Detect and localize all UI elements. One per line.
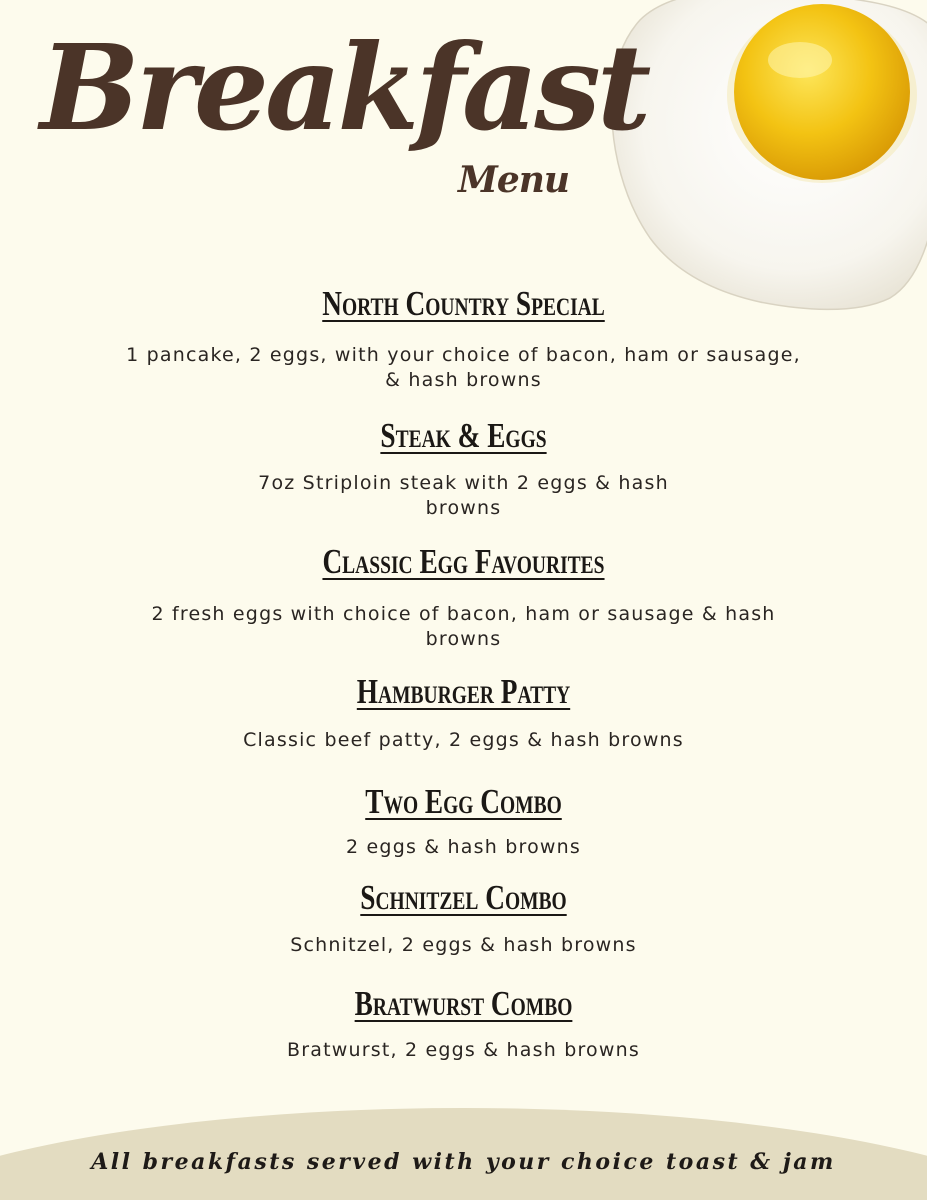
- menu-item-description: 7oz Striploin steak with 2 eggs & hash browns: [258, 472, 669, 519]
- menu-item-description: 2 fresh eggs with choice of bacon, ham or sausage & hash browns: [151, 603, 776, 650]
- menu-item-description: 1 pancake, 2 eggs, with your choice of bacon, ham or sausage, & hash browns: [126, 344, 801, 391]
- menu-item-classic-egg-favourites: [0, 542, 927, 652]
- footer-note: All breakfasts served with your choice toast & jam: [91, 1149, 836, 1175]
- menu-item-hamburger-patty: [0, 672, 927, 753]
- menu-item-name: Two Egg Combo: [365, 782, 562, 821]
- menu-title: Breakfast: [40, 18, 648, 157]
- menu-item-name: Steak & Eggs: [380, 416, 547, 455]
- menu-item-name: Schnitzel Combo: [360, 878, 567, 917]
- menu-item-description: Classic beef patty, 2 eggs & hash browns: [243, 729, 684, 751]
- menu-item-schnitzel-combo: [0, 878, 927, 958]
- menu-item-two-egg-combo: [0, 782, 927, 860]
- menu-subtitle: Menu: [458, 159, 570, 201]
- menu-item-description: Bratwurst, 2 eggs & hash browns: [287, 1039, 640, 1061]
- menu-item-description: Schnitzel, 2 eggs & hash browns: [290, 934, 637, 956]
- menu-item-description: 2 eggs & hash browns: [346, 836, 581, 858]
- menu-item-name: Classic Egg Favourites: [322, 542, 605, 581]
- menu-item-steak-and-eggs: [0, 416, 927, 521]
- fried-egg-image: [600, 0, 927, 320]
- menu-item-north-country-special: [0, 284, 927, 393]
- menu-item-name: Hamburger Patty: [356, 672, 571, 711]
- menu-item-name: Bratwurst Combo: [354, 984, 573, 1023]
- menu-item-name: North Country Special: [322, 284, 605, 323]
- menu-item-bratwurst-combo: [0, 984, 927, 1063]
